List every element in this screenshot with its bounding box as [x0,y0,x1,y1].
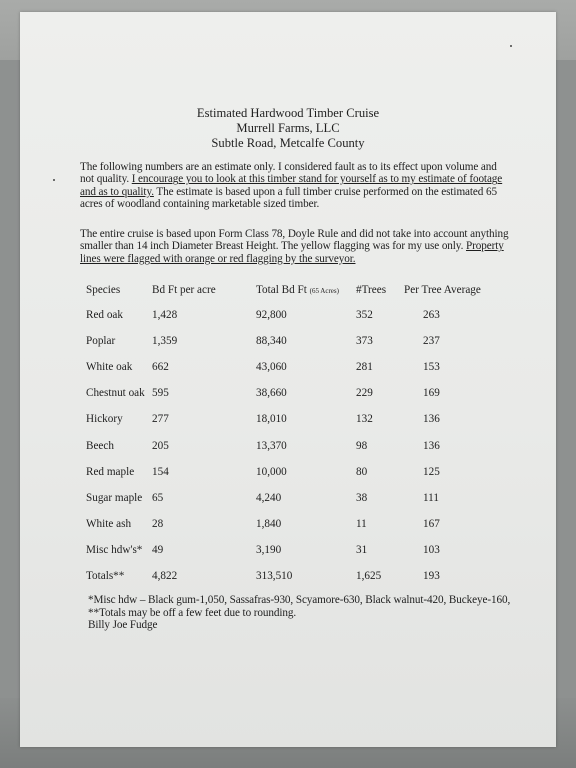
method-text-underlined: Property lines were flagged with orange or red flagging by the surveyor. [80,240,504,265]
header-total [256,284,339,296]
intro-text-b: The estimate is based upon a full timber cruise performed on the estimated 65 acres of woodland containing marketable sized timber. [80,185,497,211]
table-cell-trees: 281 [356,361,373,373]
table-cell-total: 13,370 [256,440,287,452]
table-cell-species: Sugar maple [86,492,143,504]
table-cell-trees: 98 [356,440,368,452]
table-cell-total: 4,240 [256,492,282,504]
table-cell-bdft-acre: 154 [152,466,169,478]
signature: Billy Joe Fudge [88,619,158,632]
table-cell-avg: 263 [423,309,440,321]
table-cell-bdft-acre: 662 [152,361,169,373]
intro-text-a: The following numbers are an estimate only. I considered fault as to its effect upon volume and not quality. [80,161,497,186]
table-cell-bdft-acre: 4,822 [152,570,178,582]
table-cell-species: Misc hdw's* [86,544,143,556]
table-cell-avg: 103 [423,544,440,556]
table-cell-total: 43,060 [256,361,287,373]
table-cell-avg: 111 [423,492,439,504]
table-cell-trees: 1,625 [356,570,382,582]
table-cell-avg: 153 [423,361,440,373]
table-cell-species: White ash [86,518,132,530]
table-cell-bdft-acre: 595 [152,387,169,399]
table-cell-total: 313,510 [256,570,293,582]
header-total-note: (65 Acres) [309,287,339,295]
method-paragraph [80,228,512,265]
header-location: Subtle Road, Metcalfe County [211,136,365,150]
table-cell-species: White oak [86,361,133,373]
table-cell-species: Hickory [86,413,123,425]
document-header [20,106,556,151]
table-cell-bdft-acre: 1,359 [152,335,178,347]
table-cell-trees: 11 [356,518,367,530]
header-species: Species [86,284,121,296]
table-cell-species: Red maple [86,466,135,478]
table-cell-bdft-acre: 205 [152,440,169,452]
header-title: Estimated Hardwood Timber Cruise [196,106,380,120]
table-cell-total: 10,000 [256,466,287,478]
table-cell-trees: 80 [356,466,368,478]
document-page [20,12,556,747]
table-cell-bdft-acre: 277 [152,413,169,425]
header-bdft-acre: Bd Ft per acre [152,284,216,296]
table-cell-total: 1,840 [256,518,282,530]
table-cell-avg: 167 [423,518,440,530]
table-cell-species: Poplar [86,335,116,347]
table-cell-avg: 169 [423,387,440,399]
method-text-a: The entire cruise is based upon Form Class 78, Doyle Rule and did not take into account anything smaller than 14 inch Diameter Breast Height. The yellow flagging was for my use only. [80,228,509,253]
table-cell-total: 3,190 [256,544,282,556]
table-cell-avg: 136 [423,413,440,425]
table-cell-avg: 193 [423,570,440,582]
table-cell-trees: 132 [356,413,373,425]
table-cell-species: Chestnut oak [86,387,145,399]
header-average: Per Tree Average [404,284,481,296]
table-cell-bdft-acre: 1,428 [152,309,178,321]
table-cell-bdft-acre: 49 [152,544,164,556]
table-cell-bdft-acre: 65 [152,492,164,504]
footnotes [88,594,528,632]
table-cell-total: 18,010 [256,413,287,425]
table-cell-trees: 373 [356,335,373,347]
header-company: Murrell Farms, LLC [236,121,340,135]
table-cell-trees: 31 [356,544,368,556]
table-cell-trees: 38 [356,492,368,504]
footnote-misc: *Misc hdw – Black gum-1,050, Sassafras-930, Scyamore-630, Black walnut-420, Buckeye-160, [88,594,511,606]
intro-paragraph [80,161,512,211]
footnote-totals: **Totals may be off a few feet due to rounding. [88,606,297,619]
table-cell-species: Beech [86,440,114,452]
table-cell-species: Totals** [86,570,125,582]
table-cell-total: 38,660 [256,387,287,399]
header-total-label: Total Bd Ft [256,284,307,296]
table-cell-trees: 229 [356,387,373,399]
table-cell-bdft-acre: 28 [152,518,164,530]
paper-speck [53,179,55,181]
table-cell-avg: 237 [423,335,440,347]
table-cell-avg: 125 [423,466,440,478]
table-cell-total: 88,340 [256,335,287,347]
intro-text-underlined: I encourage you to look at this timber stand for yourself as to my estimate of footage and as to quality. [80,173,503,198]
header-trees: #Trees [356,284,387,296]
table-cell-species: Red oak [86,309,123,321]
table-cell-trees: 352 [356,309,373,321]
table-cell-avg: 136 [423,440,440,452]
table-cell-total: 92,800 [256,309,287,321]
paper-speck [510,45,512,47]
